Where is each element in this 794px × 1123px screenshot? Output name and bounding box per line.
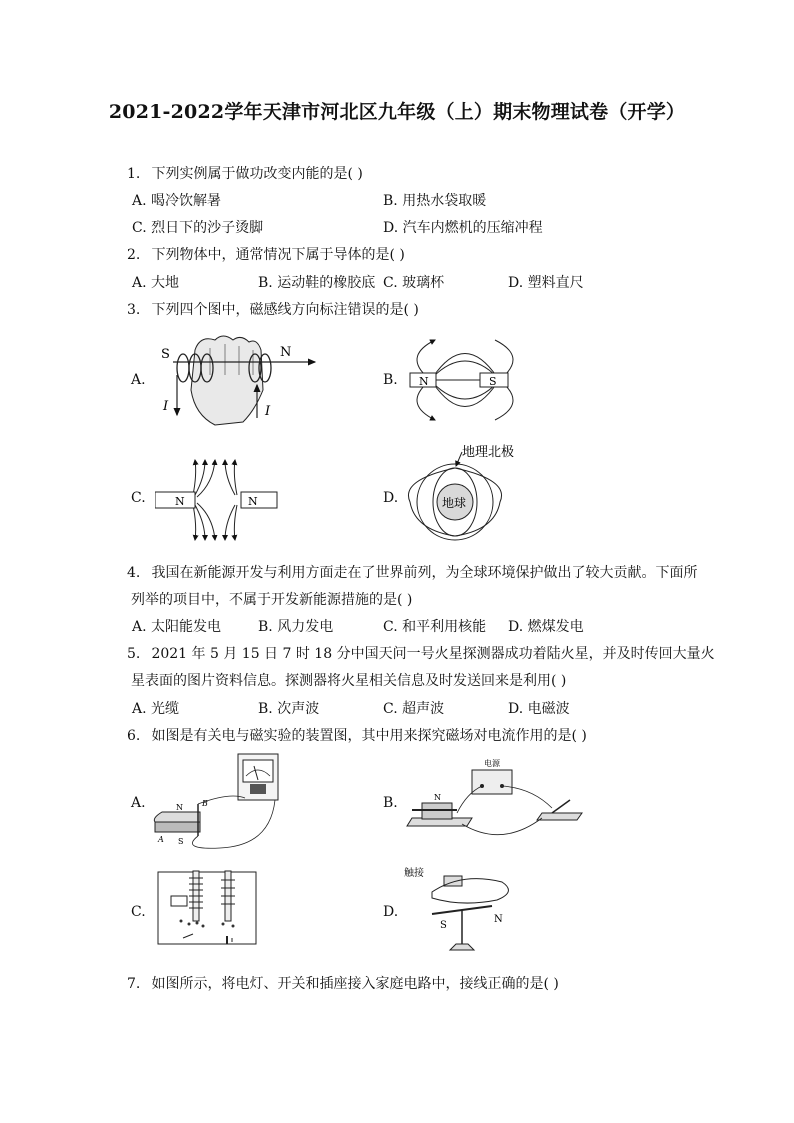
label-n: N bbox=[419, 375, 429, 388]
question-number: 5. bbox=[127, 646, 141, 662]
question-text: 我国在新能源开发与利用方面走在了世界前列，为全球环境保护做出了较大贡献。下面所 bbox=[151, 565, 698, 581]
galvanometer-figure bbox=[150, 752, 285, 852]
question-5 bbox=[127, 643, 715, 663]
option-d[interactable]: D. 塑料直尺 bbox=[508, 275, 584, 291]
figure-label-d: D. bbox=[383, 490, 399, 506]
option-d[interactable]: D. 电磁波 bbox=[508, 701, 570, 717]
question-6 bbox=[127, 725, 587, 745]
label-i: I bbox=[265, 404, 271, 419]
question-number: 7. bbox=[127, 976, 141, 992]
label-s: S bbox=[489, 375, 497, 388]
question-3 bbox=[127, 299, 419, 319]
page-title: 2021-2022学年天津市河北区九年级（上）期末物理试卷（开学） bbox=[108, 101, 686, 123]
option-c[interactable]: C. 超声波 bbox=[383, 701, 445, 717]
label-n: N bbox=[494, 914, 503, 925]
figure-label-c: C. bbox=[131, 490, 146, 506]
question-text: 如图所示，将电灯、开关和插座接入家庭电路中，接线正确的是( ) bbox=[151, 976, 559, 992]
question-text: 下列物体中，通常情况下属于导体的是( ) bbox=[151, 247, 405, 263]
question-4-continued: 列举的项目中，不属于开发新能源措施的是( ) bbox=[131, 592, 413, 608]
figure-label-c: C. bbox=[131, 904, 146, 920]
option-c[interactable]: C. 烈日下的沙子烫脚 bbox=[132, 220, 264, 236]
label-n: N bbox=[176, 803, 183, 812]
power-label: 电源 bbox=[484, 759, 500, 768]
label-s: S bbox=[440, 920, 447, 931]
bar-magnets-nn-figure bbox=[155, 455, 280, 545]
label-n: N bbox=[280, 345, 292, 360]
option-d[interactable]: D. 汽车内燃机的压缩冲程 bbox=[383, 220, 543, 236]
option-d[interactable]: D. 燃煤发电 bbox=[508, 619, 584, 635]
question-number: 3. bbox=[127, 302, 141, 318]
question-text: 下列实例属于做功改变内能的是( ) bbox=[151, 166, 363, 182]
earth-field-figure bbox=[400, 440, 530, 552]
question-number: 2. bbox=[127, 247, 141, 263]
option-b[interactable]: B. 用热水袋取暖 bbox=[383, 193, 487, 209]
option-a[interactable]: A. 光缆 bbox=[132, 701, 180, 717]
label-a: A bbox=[158, 835, 164, 844]
label-s: S bbox=[178, 837, 184, 846]
question-5-continued: 星表面的图片资料信息。探测器将火星相关信息及时发送回来是利用( ) bbox=[131, 673, 567, 689]
bar-magnets-ns-figure bbox=[405, 335, 520, 425]
question-text: 下列四个图中，磁感线方向标注错误的是( ) bbox=[151, 302, 419, 318]
question-number: 6. bbox=[127, 728, 141, 744]
figure-label-b: B. bbox=[383, 795, 398, 811]
question-text: 2021 年 5 月 15 日 7 时 18 分中国天问一号火星探测器成功着陆火星，并及时传回大量火 bbox=[151, 646, 715, 662]
question-1 bbox=[127, 163, 363, 183]
question-number: 4. bbox=[127, 565, 141, 581]
figure-label-a: A. bbox=[131, 795, 146, 811]
option-a[interactable]: A. 太阳能发电 bbox=[132, 619, 222, 635]
figure-label-b: B. bbox=[383, 372, 398, 388]
earth-label: 地球 bbox=[442, 496, 467, 510]
label-n: N bbox=[434, 793, 441, 802]
figure-label-a: A. bbox=[131, 372, 146, 388]
label-i: I bbox=[163, 399, 169, 414]
option-b[interactable]: B. 运动鞋的橡胶底 bbox=[258, 275, 376, 291]
figure-label-d: D. bbox=[383, 904, 399, 920]
option-c[interactable]: C. 和平利用核能 bbox=[383, 619, 487, 635]
compass-wire-figure bbox=[402, 862, 517, 958]
label-n: N bbox=[175, 495, 185, 508]
question-number: 1. bbox=[127, 166, 141, 182]
solenoid-hand-figure bbox=[155, 330, 320, 432]
question-text: 如图是有关电与磁实验的装置图，其中用来探究磁场对电流作用的是( ) bbox=[151, 728, 587, 744]
question-7 bbox=[127, 973, 559, 993]
north-pole-label: 地理北极 bbox=[462, 445, 515, 460]
option-b[interactable]: B. 次声波 bbox=[258, 701, 320, 717]
question-2 bbox=[127, 244, 405, 264]
option-a[interactable]: A. 喝冷饮解暑 bbox=[132, 193, 222, 209]
label-s: S bbox=[161, 347, 170, 362]
touch-label: 触接 bbox=[404, 868, 424, 879]
question-4 bbox=[127, 562, 697, 582]
power-supply-figure bbox=[402, 758, 587, 848]
label-n: N bbox=[248, 495, 258, 508]
label-b: B bbox=[202, 799, 208, 808]
electromagnet-figure bbox=[153, 866, 263, 948]
option-b[interactable]: B. 风力发电 bbox=[258, 619, 334, 635]
option-c[interactable]: C. 玻璃杯 bbox=[383, 275, 445, 291]
option-a[interactable]: A. 大地 bbox=[132, 275, 180, 291]
